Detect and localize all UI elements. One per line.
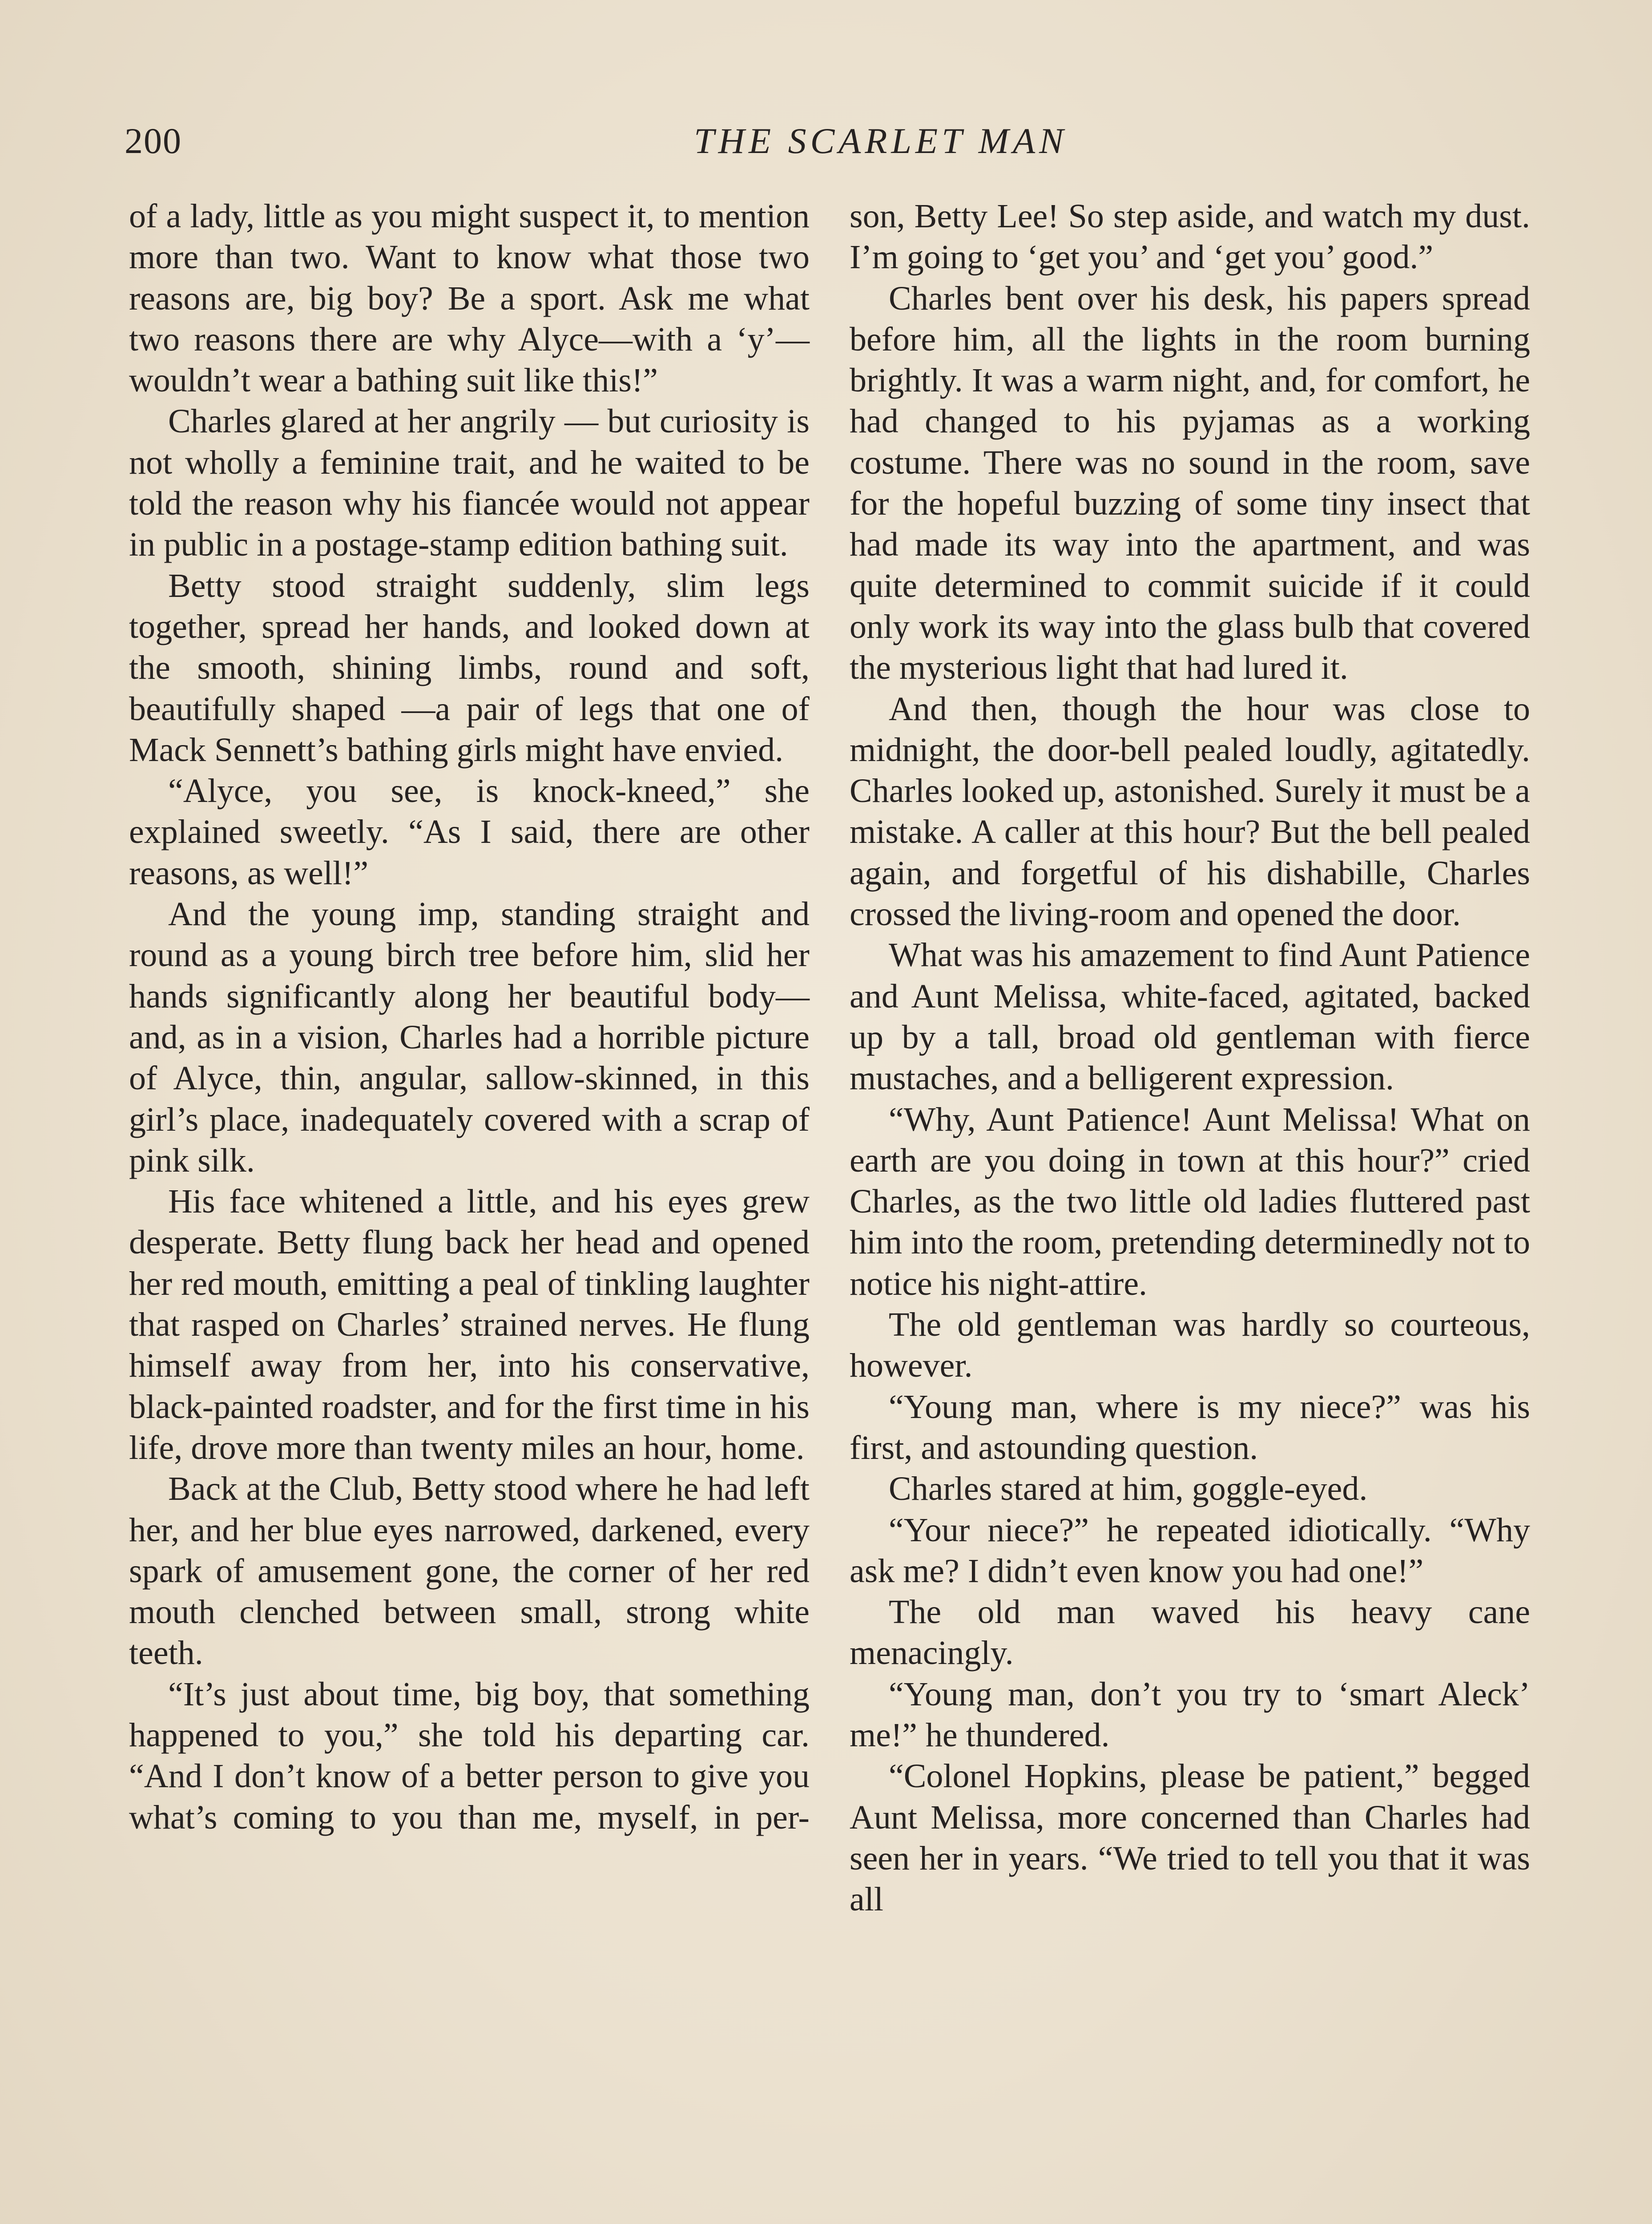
paragraph: What was his amazement to find Aunt Patience and Aunt Melissa, white-faced, agitated, backed up by a tall, broad old gentleman with fierce mustaches, and a belligerent expression. — [850, 936, 1530, 1097]
paragraph: And then, though the hour was close to midnight, the door-bell pealed loudly, agitatedly. Charles looked up, astonished. Surely it must be a mistake. A caller at this hour? But the bell pealed again, and forgetful of his dishabille, Charles crossed the living-room and opened the door. — [850, 690, 1530, 933]
paragraph: “Young man, don’t you try to ‘smart Aleck’ me!” he thundered. — [850, 1675, 1530, 1754]
running-title: THE SCARLET MAN — [694, 121, 1068, 161]
paragraph: “Alyce, you see, is knock-kneed,” she explained sweetly. “As I said, there are other reasons, as well!” — [129, 772, 810, 892]
paragraph: Charles stared at him, goggle-eyed. — [889, 1470, 1368, 1508]
paragraph: Charles glared at her angrily — but curiosity is not wholly a feminine trait, and he waited to be told the reason why his fiancée would not appear in public in a postage-stamp edition bathing suit. — [129, 403, 810, 564]
paragraph: of a lady, little as you might suspect it, to mention more than two. Want to know what those two reasons are, big boy? Be a sport. Ask me what two reasons there are why Alyce—with a ‘y’—wouldn’t wear a bathing suit like this!” — [129, 197, 810, 399]
page-number: 200 — [125, 121, 182, 161]
paragraph: “Your niece?” he repeated idiotically. “Why ask me? I didn’t even know you had one!” — [850, 1511, 1530, 1590]
paragraph: “Why, Aunt Patience! Aunt Melissa! What on earth are you doing in town at this hour?” cried Charles, as the two little old ladies fluttered past him into the room, pretending determinedly not to notice his night-attire. — [850, 1100, 1530, 1302]
left-column — [129, 196, 810, 1838]
paragraph: “Young man, where is my niece?” was his first, and astounding question. — [850, 1388, 1530, 1467]
paragraph: The old gentleman was hardly so courteous, however. — [850, 1306, 1530, 1385]
paragraph: And the young imp, standing straight and round as a young birch tree before him, slid her hands significantly along her beautiful body—and, as in a vision, Charles had a horrible picture of Alyce, thin, angular, sallow-skinned, in this girl’s place, inadequately covered with a scrap of pink silk. — [129, 895, 810, 1179]
paragraph: Betty stood straight suddenly, slim legs together, spread her hands, and looked down at the smooth, shining limbs, round and soft, beautifully shaped —a pair of legs that one of Mack Sennett’s bathing girls might have envied. — [129, 567, 810, 769]
right-column — [850, 196, 1530, 1920]
paragraph: The old man waved his heavy cane menacingly. — [850, 1593, 1530, 1672]
paragraph: His face whitened a little, and his eyes grew desperate. Betty flung back her head and opened her red mouth, emitting a peal of tinkling laughter that rasped on Charles’ strained nerves. He flung himself away from her, into his conservative, black-painted roadster, and for the first time in his life, drove more than twenty miles an hour, home. — [129, 1183, 810, 1467]
paragraph: son, Betty Lee! So step aside, and watch my dust. I’m going to ‘get you’ and ‘get you’ good.” — [850, 197, 1530, 276]
paragraph: Charles bent over his desk, his papers spread before him, all the lights in the room burning brightly. It was a warm night, and, for comfort, he had changed to his pyjamas as a working costume. There was no sound in the room, save for the hopeful buzzing of some tiny insect that had made its way into the apartment, and was quite determined to commit suicide if it could only work its way into the glass bulb that covered the mysterious light that had lured it. — [850, 279, 1530, 687]
page-header — [125, 117, 1530, 165]
paragraph: “It’s just about time, big boy, that something happened to you,” she told his departing car. “And I don’t know of a better person to give you what’s coming to you than me, myself, in per- — [129, 1675, 810, 1836]
paragraph: Back at the Club, Betty stood where he had left her, and her blue eyes narrowed, darkened, every spark of amusement gone, the corner of her red mouth clenched between small, strong white teeth. — [129, 1470, 810, 1672]
paragraph: “Colonel Hopkins, please be patient,” begged Aunt Melissa, more concerned than Charles had seen her in years. “We tried to tell you that it was all — [850, 1757, 1530, 1918]
